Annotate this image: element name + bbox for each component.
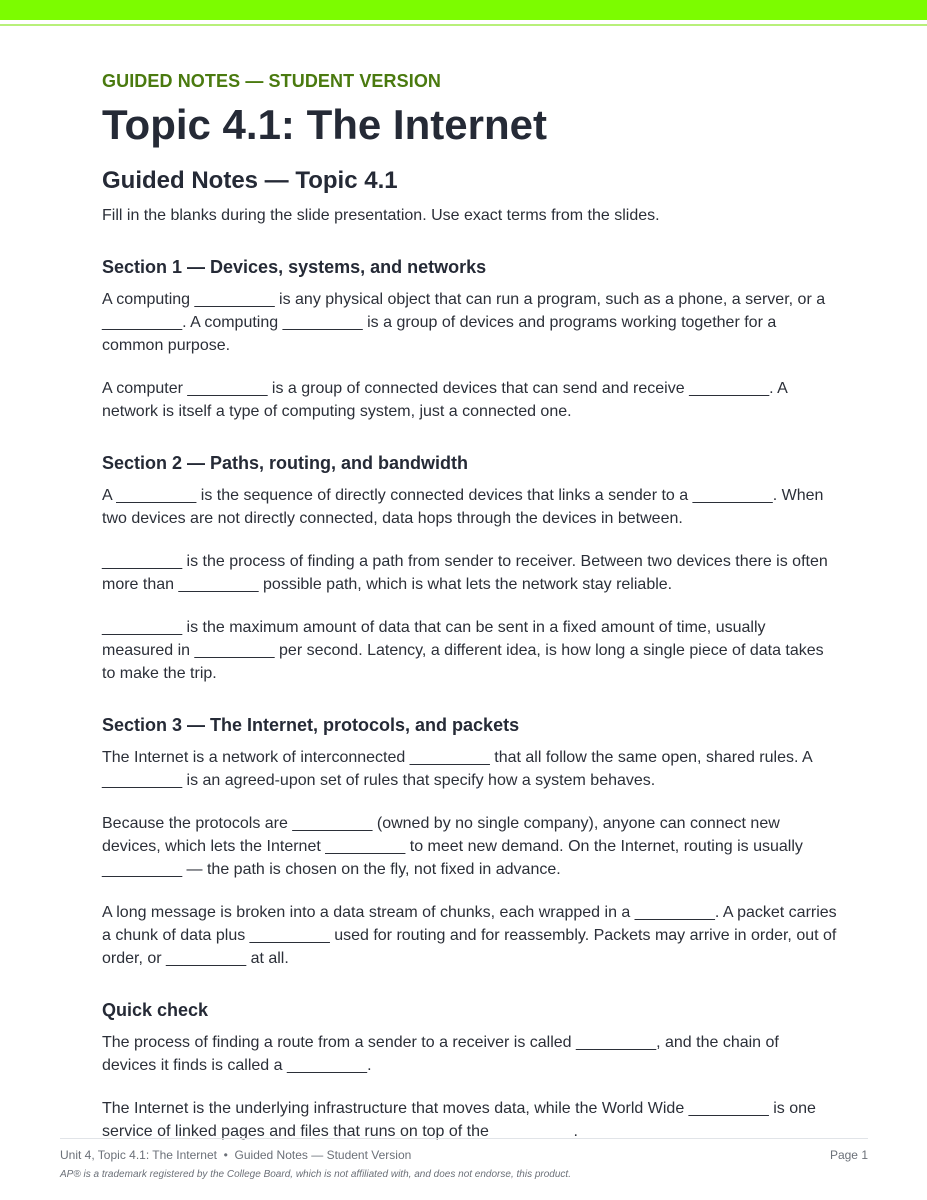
- quick-check-section: [102, 997, 837, 1143]
- fill-in-paragraph: _________ is the process of finding a path from sender to receiver. Between two devices there is often more than _________ possible path, which is what lets the network stay reliable.: [102, 553, 828, 593]
- footer-doc-info: Unit 4, Topic 4.1: The Internet • Guided Notes — Student Version: [60, 1148, 412, 1162]
- fill-in-paragraph: A computer _________ is a group of connected devices that can send and receive _________. A network is itself a type of computing system, just a connected one.: [102, 380, 787, 420]
- trademark-note: AP® is a trademark registered by the College Board, which is not affiliated with, and does not endorse, this product.: [60, 1169, 571, 1180]
- fill-in-paragraph: The Internet is the underlying infrastructure that moves data, while the World Wide _________ is one service of linked pages and files that runs on top of the _________.: [102, 1100, 816, 1140]
- section-3: [102, 712, 837, 970]
- page-subtitle: Guided Notes — Topic 4.1: [102, 167, 398, 194]
- top-accent-rule: [0, 24, 927, 26]
- fill-in-paragraph: A computing _________ is any physical object that can run a program, such as a phone, a server, or a _________. A computing _________ is a group of devices and programs working together for a common purpose.: [102, 291, 826, 354]
- section-1: [102, 254, 837, 423]
- page-number: Page 1: [829, 1148, 868, 1162]
- document-body: [102, 68, 837, 1143]
- section-2: [102, 450, 837, 685]
- document-eyebrow: GUIDED NOTES — STUDENT VERSION: [102, 71, 442, 91]
- section-heading: Section 3 — The Internet, protocols, and packets: [102, 715, 520, 735]
- fill-in-paragraph: The Internet is a network of interconnected _________ that all follow the same open, shared rules. A _________ is an agreed-upon set of rules that specify how a system behaves.: [102, 749, 812, 789]
- page-footer: [60, 1138, 868, 1181]
- section-heading: Quick check: [102, 1000, 209, 1020]
- fill-in-paragraph: A long message is broken into a data stream of chunks, each wrapped in a _________. A packet carries a chunk of data plus _________ used for routing and for reassembly. Packets may arrive in order, out of order, or _________ at all.: [102, 904, 837, 967]
- section-heading: Section 2 — Paths, routing, and bandwidth: [102, 453, 469, 473]
- page-title: Topic 4.1: The Internet: [102, 101, 547, 148]
- section-heading: Section 1 — Devices, systems, and networks: [102, 257, 487, 277]
- fill-in-paragraph: Because the protocols are _________ (owned by no single company), anyone can connect new devices, which lets the Internet _________ to meet new demand. On the Internet, routing is usually _________ — the path is chosen on the fly, not fixed in advance.: [102, 815, 803, 878]
- fill-in-paragraph: The process of finding a route from a sender to a receiver is called _________, and the chain of devices it finds is called a _________.: [102, 1034, 779, 1074]
- top-accent-bar: [0, 0, 927, 20]
- instructions: Fill in the blanks during the slide presentation. Use exact terms from the slides.: [102, 207, 660, 224]
- fill-in-paragraph: A _________ is the sequence of directly connected devices that links a sender to a _________. When two devices are not directly connected, data hops through the devices in between.: [102, 487, 824, 527]
- fill-in-paragraph: _________ is the maximum amount of data that can be sent in a fixed amount of time, usually measured in _________ per second. Latency, a different idea, is how long a single piece of data takes to make the trip.: [102, 619, 824, 682]
